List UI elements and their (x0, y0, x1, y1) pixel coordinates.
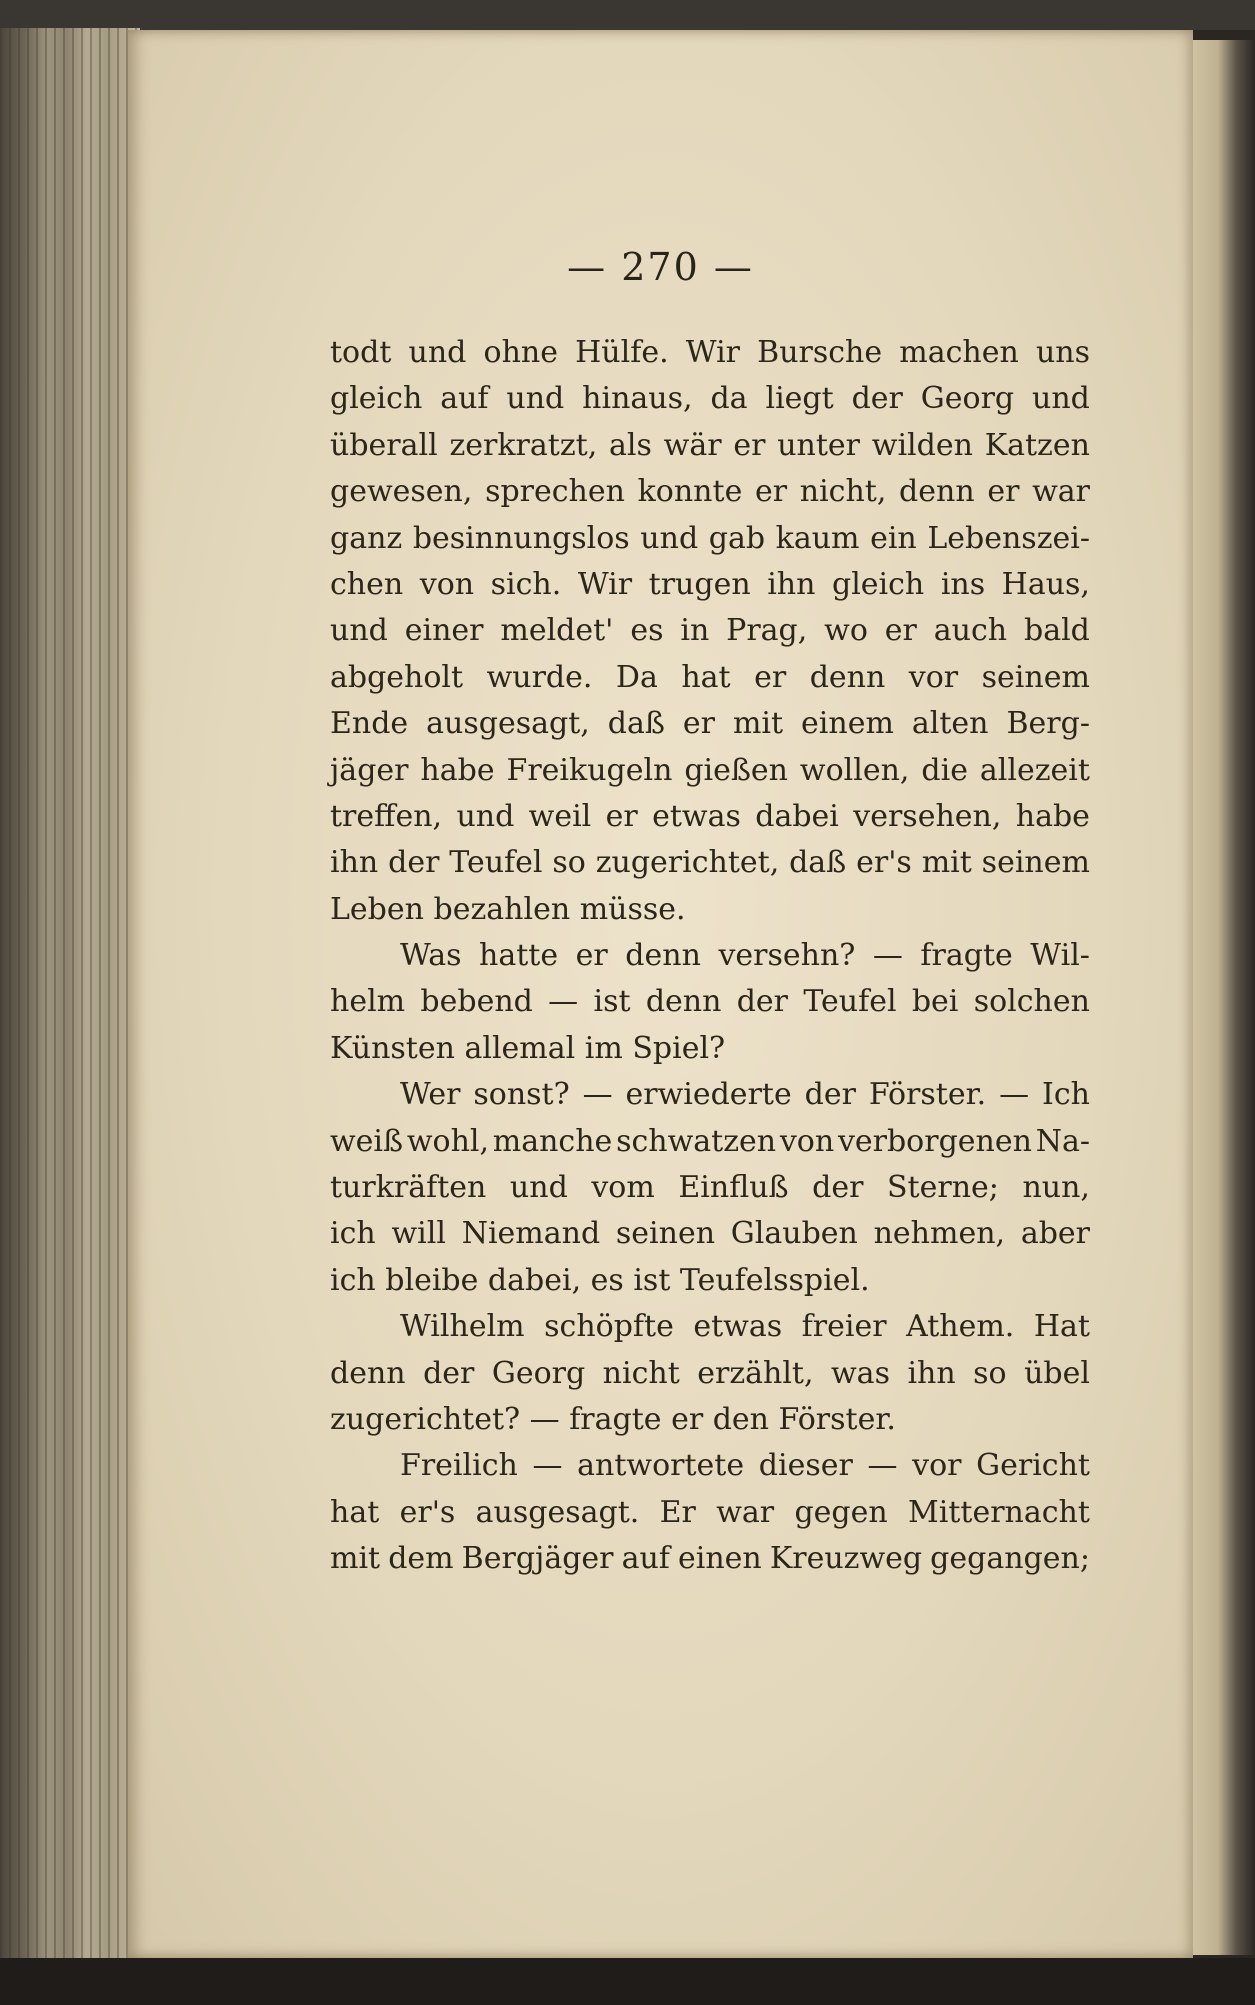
text-line: Was hatte er denn versehn? — fragte Wil- (400, 938, 1090, 974)
text-line: Wer sonst? — erwiederte der Förster. — Ich (400, 1077, 1090, 1113)
text-line: ihn der Teufel so zugerichtet, daß er's mit seinem (330, 845, 1090, 881)
text-line: und einer meldet' es in Prag, wo er auch bald (330, 613, 1090, 649)
text-line: gewesen, sprechen konnte er nicht, denn er war (330, 474, 1090, 510)
text-line: treffen, und weil er etwas dabei versehen, habe (330, 798, 1090, 834)
text-line: denn der Georg nicht erzählt, was ihn so übel (330, 1355, 1090, 1391)
text-line: ich will Niemand seinen Glauben nehmen, aber (330, 1216, 1090, 1252)
book-page-edges (0, 28, 140, 1963)
text-line: hat er's ausgesagt. Er war gegen Mitternacht (330, 1494, 1090, 1530)
text-line: helm bebend — ist denn der Teufel bei solchen (330, 984, 1090, 1020)
text-line: Wilhelm schöpfte etwas freier Athem. Hat (400, 1309, 1090, 1345)
text-line: überall zerkratzt, als wär er unter wilden Katzen (330, 427, 1090, 463)
text-line: Leben bezahlen müsse. (330, 891, 686, 927)
text-line: jäger habe Freikugeln gießen wollen, die allezeit (330, 752, 1090, 788)
text-line: Freilich — antwortete dieser — vor Gericht (400, 1448, 1090, 1484)
page-number: — 270 — (567, 245, 754, 289)
book-binding-edge (1193, 40, 1255, 1955)
text-line: Künsten allemal im Spiel? (330, 1030, 726, 1066)
text-line: zugerichtet? — fragte er den Förster. (330, 1401, 896, 1437)
text-line: gleich auf und hinaus, da liegt der Georg und (330, 381, 1090, 417)
text-line: ich bleibe dabei, es ist Teufelsspiel. (330, 1262, 870, 1298)
text-line: ganz besinnungslos und gab kaum ein Lebenszei- (330, 520, 1090, 556)
text-line: mit dem Bergjäger auf einen Kreuzweg gegangen; (330, 1541, 1090, 1577)
scan-top-border (0, 0, 1255, 30)
text-line: turkräften und vom Einfluß der Sterne; nun, (330, 1170, 1090, 1206)
text-line: todt und ohne Hülfe. Wir Bursche machen uns (330, 335, 1090, 370)
text-line: Ende ausgesagt, daß er mit einem alten Berg- (330, 706, 1090, 742)
text-line: chen von sich. Wir trugen ihn gleich ins Haus, (330, 566, 1090, 602)
text-line: weiß wohl, manche schwatzen von verborgenen Na- (330, 1123, 1090, 1159)
body-text (330, 330, 1090, 1583)
scan-bottom-border (0, 1958, 1255, 2005)
text-line: abgeholt wurde. Da hat er denn vor seinem (330, 659, 1090, 695)
